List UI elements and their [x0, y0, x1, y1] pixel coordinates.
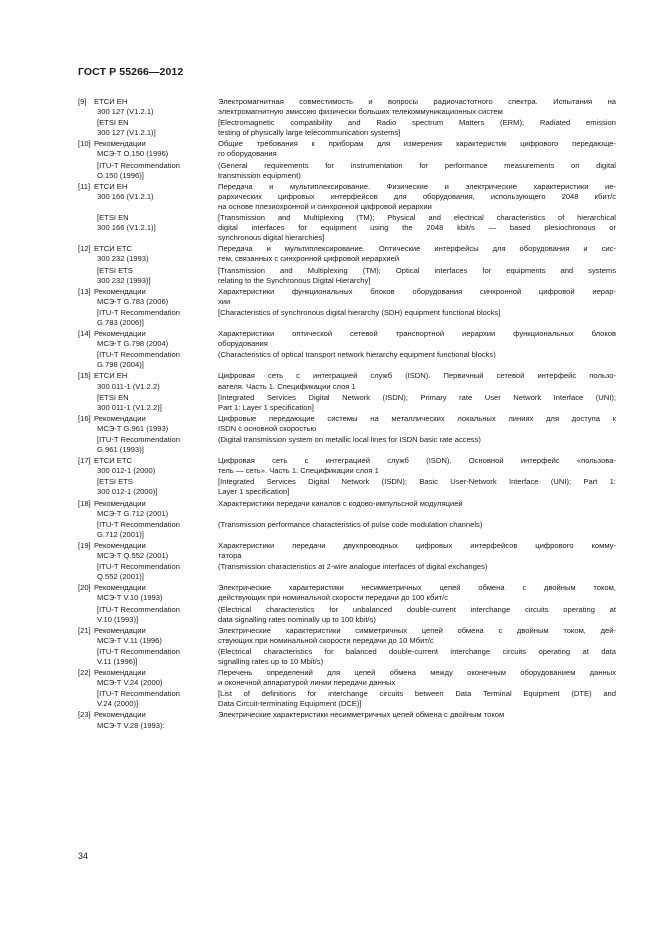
- designation-line: 300 127 (V1.2.1): [97, 107, 154, 117]
- bib-reference-title: [218, 562, 616, 582]
- bib-reference-designation: [78, 456, 218, 476]
- designation-text: ЕТСИ ЕТС: [94, 456, 132, 466]
- designation-text: Рекомендации: [94, 583, 146, 593]
- bib-entry-number: [17]: [78, 456, 91, 466]
- bib-entry-russian: [78, 668, 616, 688]
- title-line: data signalling rates nominally up to 100 kbit/s): [218, 614, 376, 624]
- designation-line: [ITU-T Recommendation: [97, 435, 180, 444]
- designation-line: [78, 97, 218, 107]
- designation-line: [78, 371, 218, 381]
- title-line: Характеристики передачи двухпроводных цифровых интерфейсов цифрового комму-: [218, 540, 616, 550]
- bib-entry-number: [18]: [78, 498, 91, 508]
- bib-entry: [78, 626, 616, 667]
- title-line: Цифровая сеть с интеграцией служб (ISDN). Основной интерфейс «пользова-: [218, 456, 616, 466]
- title-line: рархических цифровых интерфейсов для оборудования, использующего 2048 кбит/с: [218, 191, 616, 201]
- designation-line: [78, 583, 218, 593]
- bib-reference-title: [218, 414, 616, 434]
- title-line: Электрические характеристики симметричных цепей обмена с двойным током, дей-: [218, 625, 616, 635]
- designation-line: 300 232 (1993): [97, 254, 149, 264]
- bib-reference-designation: [78, 626, 218, 646]
- title-line: Part 1: Layer 1 specification]: [218, 402, 314, 412]
- bib-entry: [78, 97, 616, 138]
- bib-reference-title: [218, 266, 616, 286]
- title-line: хии: [218, 296, 231, 306]
- bib-reference-designation: [78, 97, 218, 117]
- designation-line: [ITU-T Recommendation: [97, 350, 180, 360]
- bib-reference-designation: [78, 647, 218, 667]
- bib-entry: [78, 182, 616, 244]
- title-line: digital interfaces for equipment using the 2048 kbit/s — based plesiochronous or: [218, 223, 616, 233]
- title-line: Электрические характеристики несимметричных цепей обмена с двойным током,: [218, 583, 616, 593]
- bib-reference-designation: [78, 393, 218, 413]
- bib-entry-number: [20]: [78, 583, 91, 593]
- designation-text: Рекомендации: [94, 498, 146, 508]
- bib-reference-title: [218, 456, 616, 476]
- designation-line: МСЭ-Т V.24 (2000): [97, 678, 163, 688]
- title-line: relating to the Synchronous Digital Hierarchy]: [218, 275, 371, 285]
- bib-entry-number: [12]: [78, 244, 91, 254]
- title-line: Передача и мультиплексирование. Оптические интерфейсы для оборудования и сис-: [218, 244, 616, 254]
- designation-line: Q.552 (2001)]: [97, 572, 144, 582]
- bib-reference-designation: [78, 350, 218, 370]
- title-line: го оборудования: [218, 149, 277, 159]
- title-line: Электрические характеристики несимметричных цепей обмена с двойным током: [218, 710, 505, 720]
- bib-entry: [78, 244, 616, 285]
- page-number: 34: [78, 851, 89, 861]
- bib-entry-original: [78, 689, 616, 709]
- bib-entry-number: [14]: [78, 329, 91, 339]
- designation-line: 300 011-1 (V1.2.2): [97, 381, 160, 391]
- title-line: на основе плезиохронной и синхронной цифровой иерархии: [218, 201, 432, 211]
- bib-entry-number: [23]: [78, 710, 91, 720]
- designation-text: Рекомендации: [94, 540, 146, 550]
- bib-reference-designation: [78, 414, 218, 434]
- title-line: (Characteristics of optical transport network hierarchy equipment functional blocks): [218, 350, 496, 360]
- bib-reference-designation: [78, 308, 218, 328]
- designation-line: G.783 (2006)]: [97, 317, 144, 327]
- designation-line: G.798 (2004)]: [97, 360, 144, 370]
- title-line: synchronous digital hierarchies]: [218, 233, 325, 243]
- bib-entry-russian: [78, 182, 616, 212]
- bib-reference-designation: [78, 562, 218, 582]
- bib-entry-number: [15]: [78, 371, 91, 381]
- designation-text: Рекомендации: [94, 139, 146, 149]
- designation-line: [78, 287, 218, 297]
- bib-entry-russian: [78, 244, 616, 264]
- title-line: (Transmission performance characteristics of pulse code modulation channels): [218, 519, 483, 529]
- bib-entry-russian: [78, 710, 616, 730]
- bib-reference-title: [218, 626, 616, 646]
- designation-line: МСЭ-Т V.11 (1996): [97, 635, 162, 645]
- bib-entry-russian: [78, 97, 616, 117]
- title-line: Перечень определений для цепей обмена между оконечным оборудованием данных: [218, 668, 616, 678]
- bib-reference-designation: [78, 710, 218, 730]
- designation-text: ЕТСИ ЕН: [94, 97, 128, 106]
- bib-reference-title: [218, 605, 616, 625]
- bib-reference-title: [218, 161, 616, 181]
- bib-entry: [78, 499, 616, 540]
- designation-line: 300 012-1 (2000): [97, 466, 156, 476]
- designation-line: [ETSI EN: [97, 392, 129, 402]
- bib-reference-title: [218, 139, 616, 159]
- bib-entry: [78, 583, 616, 624]
- title-line: и оконечной аппаратурой линии передачи данных: [218, 678, 396, 688]
- bib-entry: [78, 287, 616, 328]
- bib-reference-designation: [78, 213, 218, 243]
- bib-entry-russian: [78, 139, 616, 159]
- title-line: [Transmission and Multiplexing (TM); Physical and electrical characteristics of hierarchical: [218, 213, 616, 223]
- bib-reference-designation: [78, 182, 218, 212]
- title-line: [Integrated Services Digital Network (ISDN); Basic User-Network Interface (UNI); Part 1:: [218, 477, 616, 487]
- document-header: ГОСТ Р 55266—2012: [78, 66, 184, 78]
- title-line: [Characteristics of synchronous digital hierarchy (SDH) equipment functional blocks]: [218, 307, 501, 317]
- bib-reference-designation: [78, 668, 218, 688]
- designation-text: Рекомендации: [94, 329, 146, 339]
- bib-entry-number: [10]: [78, 139, 91, 149]
- bib-entry-russian: [78, 583, 616, 603]
- bib-entry-original: [78, 605, 616, 625]
- designation-line: [78, 499, 218, 509]
- designation-line: [78, 139, 218, 149]
- bib-entry-number: [22]: [78, 668, 91, 678]
- bib-entry: [78, 139, 616, 180]
- designation-text: ЕТСИ ЕН: [94, 371, 128, 381]
- bib-reference-title: [218, 583, 616, 603]
- designation-line: МСЭ-Т G.961 (1993): [97, 423, 169, 433]
- bib-reference-title: [218, 350, 616, 370]
- designation-line: [78, 329, 218, 339]
- bib-reference-title: [218, 710, 616, 730]
- designation-line: МСЭ-Т G.783 (2006): [97, 296, 169, 306]
- bib-reference-designation: [78, 287, 218, 307]
- bib-entry: [78, 414, 616, 455]
- designation-line: МСЭ-Т Q.552 (2001): [97, 551, 169, 561]
- title-line: Data Circuit-terminating Equipment (DCE)]: [218, 699, 362, 709]
- bib-entry-original: [78, 393, 616, 413]
- designation-line: [78, 456, 218, 466]
- title-line: Цифровые передающие системы на металлических локальных линиях для доступа к: [218, 413, 616, 423]
- bib-reference-designation: [78, 689, 218, 709]
- title-line: [Transmission and Multiplexing (TM); Optical interfaces for equipments and systems: [218, 265, 616, 275]
- title-line: вателя. Часть 1. Спецификации слоя 1: [218, 381, 356, 391]
- bib-reference-title: [218, 689, 616, 709]
- bib-reference-designation: [78, 520, 218, 540]
- bib-entry-number: [19]: [78, 540, 91, 550]
- bib-entry-russian: [78, 626, 616, 646]
- title-line: Электромагнитная совместимость и вопросы радиочастотного спектра. Испытания на: [218, 97, 616, 106]
- bib-entry: [78, 668, 616, 709]
- designation-line: [ITU-T Recommendation: [97, 562, 180, 572]
- designation-line: МСЭ-Т V.28 (1993):: [97, 720, 165, 730]
- designation-line: [78, 414, 218, 424]
- designation-text: ЕТСИ ЕН: [94, 181, 128, 191]
- designation-line: [78, 182, 218, 192]
- title-line: татора: [218, 551, 242, 561]
- bib-reference-designation: [78, 139, 218, 159]
- title-line: Цифровая сеть с интеграцией служб (ISDN). Первичный сетевой интерфейс пользо-: [218, 371, 616, 381]
- bib-entry: [78, 710, 616, 730]
- bib-reference-title: [218, 520, 616, 540]
- bib-entry-original: [78, 520, 616, 540]
- title-line: тем, связанных с синхронной цифровой иерархией: [218, 254, 400, 264]
- designation-line: [78, 244, 218, 254]
- designation-line: О.150 (1996)]: [97, 170, 144, 180]
- bib-reference-title: [218, 477, 616, 497]
- designation-line: [ITU-T Recommendation: [97, 519, 180, 529]
- bib-entry: [78, 371, 616, 412]
- designation-text: Рекомендации: [94, 413, 146, 423]
- bib-entry: [78, 456, 616, 497]
- title-line: Характеристики функциональных блоков оборудования синхронной цифровой иерар-: [218, 286, 616, 296]
- title-line: Общие требования к приборам для измерения характеристик цифрового передающе-: [218, 139, 616, 149]
- bib-reference-designation: [78, 605, 218, 625]
- bib-reference-designation: [78, 329, 218, 349]
- bib-entry-original: [78, 435, 616, 455]
- designation-line: [ETSI ETS: [97, 477, 133, 487]
- bib-reference-title: [218, 244, 616, 264]
- designation-line: [78, 541, 218, 551]
- bib-entry-original: [78, 308, 616, 328]
- title-line: transmission equipment): [218, 170, 301, 180]
- title-line: Характеристики оптической сетевой транспортной иерархии функциональных блоков: [218, 329, 616, 339]
- designation-line: МСЭ-Т G.798 (2004): [97, 339, 169, 349]
- bib-entry-russian: [78, 329, 616, 349]
- title-line: signalling rates up to 10 Mbit/s): [218, 656, 324, 666]
- title-line: тель — сеть». Часть 1. Спецификации слоя 1: [218, 466, 379, 476]
- designation-line: 300 127 (V1.2.1)]: [97, 128, 156, 138]
- title-line: Передача и мультиплексирование. Физические и электрические характеристики ие-: [218, 181, 616, 191]
- designation-line: [78, 668, 218, 678]
- bib-reference-title: [218, 435, 616, 455]
- bib-reference-title: [218, 213, 616, 243]
- bib-entry-russian: [78, 414, 616, 434]
- designation-line: [ETSI EN: [97, 118, 129, 128]
- bib-reference-designation: [78, 266, 218, 286]
- title-line: (Electrical characteristics for balanced double-current interchange circuits operating at data: [218, 646, 616, 656]
- bib-reference-title: [218, 182, 616, 212]
- title-line: (Digital transmission system on metallic local lines for ISDN basic rate access): [218, 435, 481, 444]
- bib-reference-designation: [78, 161, 218, 181]
- designation-text: Рекомендации: [94, 668, 146, 678]
- bib-reference-title: [218, 499, 616, 519]
- designation-line: МСЭ-Т О.150 (1996): [97, 149, 169, 159]
- designation-line: G.712 (2001)]: [97, 529, 144, 539]
- designation-line: G.961 (1993)]: [97, 445, 144, 455]
- designation-line: [ITU-T Recommendation: [97, 604, 180, 614]
- designation-line: V.24 (2000)]: [97, 699, 139, 709]
- bib-reference-title: [218, 329, 616, 349]
- title-line: [Electromagnetic compatibility and Radio spectrum Matters (ERM); Radiated emission: [218, 118, 616, 128]
- designation-line: [78, 710, 218, 720]
- designation-line: V.10 (1993)]: [97, 614, 139, 624]
- bib-reference-designation: [78, 541, 218, 561]
- designation-line: [ITU-T Recommendation: [97, 307, 180, 317]
- title-line: Характеристики передачи каналов с кодово-импульсной модуляцией: [218, 498, 463, 508]
- bib-entry-original: [78, 266, 616, 286]
- title-line: testing of physically large telecommunication systems]: [218, 128, 401, 138]
- bib-entry-number: [9]: [78, 97, 87, 106]
- bib-reference-title: [218, 541, 616, 561]
- bib-reference-designation: [78, 583, 218, 603]
- designation-line: [ITU-T Recommendation: [97, 160, 180, 170]
- bib-reference-designation: [78, 371, 218, 391]
- bib-entry-number: [16]: [78, 413, 91, 423]
- bib-entry-original: [78, 350, 616, 370]
- title-line: Layer 1 specification]: [218, 487, 290, 497]
- bib-reference-designation: [78, 435, 218, 455]
- bib-reference-title: [218, 118, 616, 138]
- designation-text: ЕТСИ ЕТС: [94, 244, 132, 254]
- title-line: [Integrated Services Digital Network (ISDN); Primary rate User Network Interface (UNI);: [218, 392, 616, 402]
- bib-entry-original: [78, 118, 616, 138]
- designation-line: 300 166 (V1.2.1)]: [97, 223, 156, 233]
- designation-line: [ETSI ETS: [97, 265, 133, 275]
- bib-entry-original: [78, 477, 616, 497]
- designation-line: 300 012-1 (2000)]: [97, 487, 158, 497]
- bib-reference-title: [218, 393, 616, 413]
- bib-entry-russian: [78, 541, 616, 561]
- bib-reference-title: [218, 647, 616, 667]
- title-line: (General requirements for instrumentation for performance measurements on digital: [218, 160, 616, 170]
- bib-entry: [78, 329, 616, 370]
- title-line: действующих при номинальной скорости передачи до 100 кбит/с: [218, 593, 448, 603]
- bib-reference-title: [218, 97, 616, 117]
- bib-entry-russian: [78, 371, 616, 391]
- bib-entry-original: [78, 213, 616, 243]
- bib-entry-russian: [78, 499, 616, 519]
- bibliography-list: [78, 97, 616, 732]
- bib-entry: [78, 541, 616, 582]
- title-line: ISDN с основной скоростью: [218, 423, 317, 433]
- bib-reference-title: [218, 371, 616, 391]
- bib-entry-number: [21]: [78, 625, 91, 635]
- designation-text: Рекомендации: [94, 710, 146, 720]
- designation-line: МСЭ-Т G.712 (2001): [97, 508, 169, 518]
- bib-entry-original: [78, 562, 616, 582]
- title-line: (Transmission characteristics at 2-wire analogue interfaces of digital exchanges): [218, 562, 488, 572]
- designation-line: [78, 626, 218, 636]
- bib-entry-russian: [78, 456, 616, 476]
- title-line: ствующих при номинальной скорости передачи до 10 Мбит/с: [218, 635, 434, 645]
- title-line: (Electrical characteristics for unbalanced double-current interchange circuits operating at: [218, 604, 616, 614]
- designation-line: [ITU-T Recommendation: [97, 689, 180, 699]
- title-line: [List of definitions for interchange circuits between Data Terminal Equipment (DTE) and: [218, 689, 616, 699]
- designation-line: МСЭ-Т V.10 (1993): [97, 593, 163, 603]
- bib-reference-title: [218, 287, 616, 307]
- designation-text: Рекомендации: [94, 286, 146, 296]
- bib-reference-title: [218, 668, 616, 688]
- bib-reference-title: [218, 308, 616, 328]
- bib-reference-designation: [78, 118, 218, 138]
- bib-entry-original: [78, 161, 616, 181]
- designation-line: 300 232 (1993)]: [97, 275, 151, 285]
- designation-line: 300 166 (V1.2.1): [97, 191, 154, 201]
- designation-line: V.11 (1996)]: [97, 656, 138, 666]
- designation-line: 300 011-1 (V1.2.2)]: [97, 402, 162, 412]
- bib-reference-designation: [78, 244, 218, 264]
- title-line: электромагнитную эмиссию физически больших телекоммуникационных систем: [218, 107, 503, 117]
- bib-entry-number: [13]: [78, 286, 91, 296]
- bib-entry-russian: [78, 287, 616, 307]
- bib-entry-number: [11]: [78, 181, 91, 191]
- bib-reference-designation: [78, 477, 218, 497]
- designation-text: Рекомендации: [94, 625, 146, 635]
- bib-reference-designation: [78, 499, 218, 519]
- title-line: оборудования: [218, 339, 268, 349]
- bib-entry-original: [78, 647, 616, 667]
- designation-line: [ITU-T Recommendation: [97, 646, 180, 656]
- designation-line: [ETSI EN: [97, 213, 129, 223]
